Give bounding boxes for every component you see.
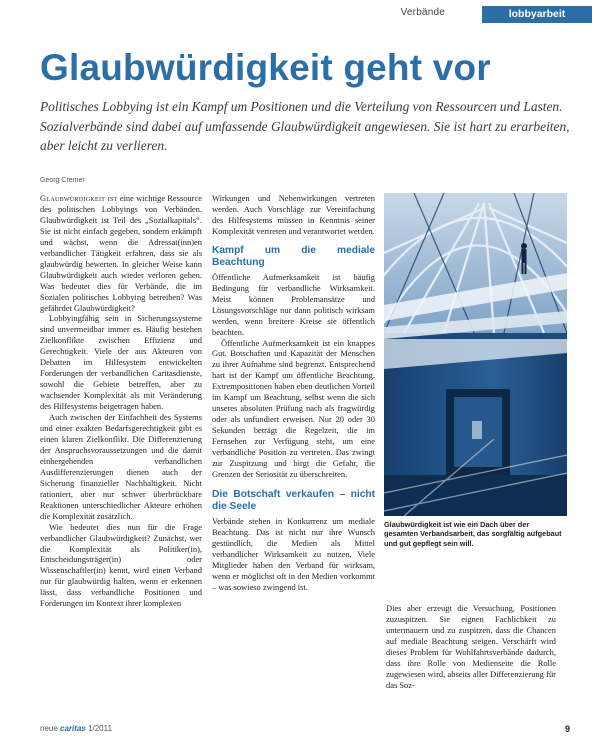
paragraph: Wirkungen und Nebenwirkungen vertreten werden. Auch Vorschläge zur Vereinfachung des Hilfesystems müssen in Kenntnis seiner Komplexität vertreten und verantwortet werden. [212, 193, 375, 236]
article-author: Georg Cremer [40, 177, 85, 184]
photo-caption: Glaubwürdigkeit ist wie ein Dach über der gesamten Verbandsarbeit, das sorgfältig aufgebaut und gut gepflegt sein will. [384, 520, 562, 548]
text-column-3 [386, 603, 556, 691]
paragraph: Auch zwischen der Einfachheit des Systems und einer exakten Bedarfsgerechtigkeit gibt es einen klaren Zielkonflikt. Die Differenzierung der Anspruchsvoraussetzungen und die damit einhergehenden verbandlichen Ausdifferenzierungen dienen auch der Sicherung finanzieller Nachhaltigkeit. Nicht rationiert, aber nur schwer überbrückbare Reaktionen unterschiedlicher Akteure erhöhen die Komplexität zusätzlich. [40, 412, 202, 521]
subheading: Die Botschaft verkaufen – nicht die Seele [212, 488, 375, 513]
article-headline: Glaubwürdigkeit geht vor [40, 47, 491, 88]
paragraph: Dies aber erzeugt die Versuchung, Positionen zuzuspitzen. Sie eignen Fachlichkeit zu untermauern und zu zuspitzen, dass die Chancen auf mediale Beachtung steigen. Verschärft wird dieses Problem für Wohlfahrtsverbände dadurch, dass ihre Rolle von Medienseite die Rolle zugewiesen wird, abseits aller Differenzierung für das Soz- [386, 603, 556, 690]
paragraph: Verbände stehen in Konkurrenz um mediale Beachtung. Das ist nicht nur ihre Wunsch gestündlich, die Medien als Mittel verbandlicher Wirksamkeit zu nutzen. Viele Mitglieder haben den Verband für wirksam, wenn er möglichst oft in den Medien vorkommt – was sowieso zwingend ist. [212, 515, 375, 592]
text-column-2 [212, 193, 375, 593]
subheading: Kampf um die mediale Beachtung [212, 244, 375, 269]
page-number: 9 [564, 724, 570, 734]
paragraph: Wie bedeutet dies nun für die Frage verbandlicher Glaubwürdigkeit? Zunächst, wer die Komplexität als Politiker(in), Entscheidungsträger(in) oder Wissenschaftler(in) kennt, wird einen Verband nur für glaubwürdig halten, wenn er erkennen lässt, dass verbandliche Positionen und Forderungen im Kontext ihrer komplexen [40, 521, 202, 609]
text-column-1 [40, 193, 202, 713]
magazine-prefix: neue [40, 724, 58, 733]
section-label: Verbände [400, 7, 445, 18]
drop-in-lead: Glaubwürdigkeit ist [40, 193, 118, 203]
issue-number: 1/2011 [88, 724, 112, 733]
page-footer [40, 724, 570, 736]
paragraph [40, 193, 202, 313]
magazine-name: caritas [60, 724, 86, 733]
paragraph: Öffentliche Aufmerksamkeit ist ein knappes Gut. Botschaften und Kapazität der Menschen zu ihrer Aufnahme sind begrenzt. Entsprechend hart ist der Kampf um öffentliche Beachtung. Extrempositionen haben eben deutlichen Vorteil im Kampf um Beachtung, selbst wenn die sich unseres absoluten Prüfung nach als fragwürdig oder als unfundiert erweisen. Nur 20 oder 30 Sekunden beträgt die Regelzeit, die im Fernsehen zur Verfügung steht, um eine verbandliche Position zu vertreten. Das zwingt zur Zuspitzung und birgt die Gefahr, die Grenzen der Seriosität zu überschreiten. [212, 337, 375, 479]
article-photo [384, 193, 567, 516]
paragraph: Lobbyingfähig sein in Sicherungssysteme sind unvermeidbar immer es. Häufig bestehen Zielkonflikte zwischen Effizienz und Gerechtigkeit. Viele der aus Akteuren von Debatten im Hilfesystem entwickelten Forderungen der verbandlichen Caritasdienste, sowohl die Gebiete betreffen, aber zu wachsender Komplexität als mit Veränderung des Hilfesystems beigetragen haben. [40, 313, 202, 412]
section-header [0, 6, 603, 22]
paragraph-text: eine wichtige Ressource des politischen Lobbyings von Verbänden. Glaubwürdigkeit ist Teil des „Sozialkapitals“. Sie ist nicht einfach gegeben, sondern erkämpft und wächst, wenn die Adressat(inn)en verbandlicher Tätigkeit erfahren, dass sie als glaubwürdig bewerten. In gleicher Weise kann Glaubwürdigkeit auch wieder verloren gehen. Was bedeutet dies für Verbände, die im Sozialen politisches Lobbying betreiben? Was gefährdet Glaubwürdigkeit? [40, 193, 202, 313]
dome-photo-graphic [384, 193, 567, 516]
section-tab: lobbyarbeit [482, 6, 592, 23]
article-lead: Politisches Lobbying ist ein Kampf um Positionen und die Verteilung von Ressourcen und Lasten. Sozialverbände sind dabei auf umfassende Glaubwürdigkeit angewiesen. Sie ist hart zu erarbeiten, aber leicht zu verlieren. [40, 99, 570, 153]
paragraph: Öffentliche Aufmerksamkeit ist häufig Bedingung für verbandliche Wirksamkeit. Meist können Problemansätze und Lösungsvorschläge nur dann politisch wirksam werden, wenn breitere Kreise sie öffentlich beachten. [212, 271, 375, 337]
